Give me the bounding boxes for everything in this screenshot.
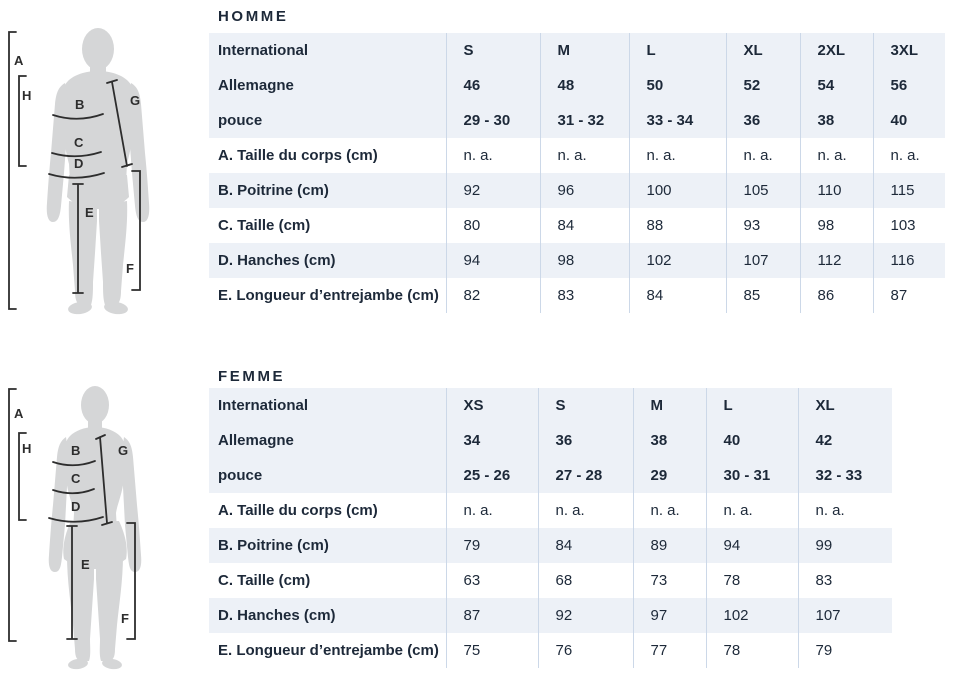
measurement-label-H: H xyxy=(22,441,32,456)
cell-value: 103 xyxy=(873,208,945,243)
cell-value: 82 xyxy=(446,278,540,313)
cell-value: 36 xyxy=(538,423,633,458)
cell-value: 87 xyxy=(873,278,945,313)
cell-value: n. a. xyxy=(446,493,538,528)
cell-value: S xyxy=(538,388,633,423)
cell-value: 32 - 33 xyxy=(798,458,892,493)
cell-value: 56 xyxy=(873,68,945,103)
cell-value: 25 - 26 xyxy=(446,458,538,493)
measurement-label-D: D xyxy=(74,156,84,171)
measurement-label-F: F xyxy=(126,261,134,276)
table-row xyxy=(209,138,945,173)
row-label: D. Hanches (cm) xyxy=(209,598,446,633)
cell-value: 100 xyxy=(629,173,726,208)
cell-value: n. a. xyxy=(633,493,706,528)
cell-value: M xyxy=(540,33,629,68)
row-label: pouce xyxy=(209,458,446,493)
cell-value: 33 - 34 xyxy=(629,103,726,138)
cell-value: n. a. xyxy=(538,493,633,528)
homme-size-table xyxy=(209,33,945,313)
cell-value: 83 xyxy=(540,278,629,313)
cell-value: 3XL xyxy=(873,33,945,68)
row-label: C. Taille (cm) xyxy=(218,572,311,589)
cell-value: 98 xyxy=(800,208,873,243)
row-label: A. Taille du corps (cm) xyxy=(218,502,378,519)
table-row xyxy=(209,173,945,208)
cell-value: XS xyxy=(446,388,538,423)
measurement-label-B: B xyxy=(75,97,85,112)
row-label: pouce xyxy=(209,103,446,138)
cell-value: M xyxy=(633,388,706,423)
female-silhouette xyxy=(49,386,142,670)
section-title-femme: FEMME xyxy=(218,368,286,385)
row-label: B. Poitrine (cm) xyxy=(209,528,446,563)
cell-value: 96 xyxy=(540,173,629,208)
cell-value: 116 xyxy=(873,243,945,278)
table-row xyxy=(209,563,892,598)
cell-value: L xyxy=(706,388,798,423)
measurement-label-A: A xyxy=(14,53,24,68)
table-row xyxy=(209,208,945,243)
cell-value: n. a. xyxy=(726,138,800,173)
cell-value: 86 xyxy=(800,278,873,313)
cell-value: 36 xyxy=(726,103,800,138)
cell-value: 54 xyxy=(800,68,873,103)
cell-value: 48 xyxy=(540,68,629,103)
cell-value: 52 xyxy=(726,68,800,103)
table-row xyxy=(209,598,892,633)
cell-value: 85 xyxy=(726,278,800,313)
cell-value: 68 xyxy=(538,563,633,598)
cell-value: 2XL xyxy=(800,33,873,68)
cell-value: 78 xyxy=(706,633,798,668)
section-title-homme: HOMME xyxy=(218,8,289,25)
cell-value: 84 xyxy=(540,208,629,243)
measurement-label-E: E xyxy=(85,205,94,220)
cell-value: 92 xyxy=(538,598,633,633)
cell-value: n. a. xyxy=(540,138,629,173)
cell-value: 112 xyxy=(800,243,873,278)
row-label: International xyxy=(209,388,446,423)
cell-value: 97 xyxy=(633,598,706,633)
table-row xyxy=(209,493,892,528)
cell-value: 29 xyxy=(633,458,706,493)
table-row xyxy=(209,243,945,278)
cell-value: 92 xyxy=(446,173,540,208)
table-row xyxy=(209,278,945,313)
measurement-label-E: E xyxy=(81,557,90,572)
cell-value: 87 xyxy=(446,598,538,633)
cell-value: 80 xyxy=(446,208,540,243)
cell-value: 84 xyxy=(629,278,726,313)
measurement-label-A: A xyxy=(14,406,24,421)
cell-value: 94 xyxy=(706,528,798,563)
cell-value: 98 xyxy=(540,243,629,278)
table-row xyxy=(209,103,945,138)
cell-value: 73 xyxy=(633,563,706,598)
cell-value: 29 - 30 xyxy=(446,103,540,138)
bracket-A xyxy=(9,389,16,641)
cell-value: 93 xyxy=(726,208,800,243)
male-figure-diagram xyxy=(5,25,165,317)
cell-value: XL xyxy=(798,388,892,423)
cell-value: 105 xyxy=(726,173,800,208)
cell-value: 79 xyxy=(446,528,538,563)
row-label: International xyxy=(209,33,446,68)
table-row xyxy=(209,633,892,668)
row-label: D. Hanches (cm) xyxy=(209,243,446,278)
cell-value: 42 xyxy=(798,423,892,458)
cell-value: 79 xyxy=(798,633,892,668)
female-figure-diagram xyxy=(5,383,165,673)
cell-value: 63 xyxy=(446,563,538,598)
row-label: A. Taille du corps (cm) xyxy=(218,147,378,164)
cell-value: 115 xyxy=(873,173,945,208)
cell-value: 75 xyxy=(446,633,538,668)
row-label: C. Taille (cm) xyxy=(218,217,311,234)
table-row xyxy=(209,528,892,563)
table-row xyxy=(209,423,892,458)
cell-value: 46 xyxy=(446,68,540,103)
cell-value: n. a. xyxy=(800,138,873,173)
cell-value: n. a. xyxy=(873,138,945,173)
cell-value: 107 xyxy=(726,243,800,278)
cell-value: n. a. xyxy=(706,493,798,528)
cell-value: XL xyxy=(726,33,800,68)
cell-value: 99 xyxy=(798,528,892,563)
cell-value: n. a. xyxy=(798,493,892,528)
measurement-label-G: G xyxy=(118,443,129,458)
cell-value: 76 xyxy=(538,633,633,668)
cell-value: 31 - 32 xyxy=(540,103,629,138)
cell-value: 84 xyxy=(538,528,633,563)
row-label: E. Longueur d’entrejambe (cm) xyxy=(218,287,439,304)
cell-value: 110 xyxy=(800,173,873,208)
row-label: E. Longueur d’entrejambe (cm) xyxy=(218,642,439,659)
bracket-A xyxy=(9,32,16,309)
measurement-label-D: D xyxy=(71,499,81,514)
cell-value: 94 xyxy=(446,243,540,278)
row-label: Allemagne xyxy=(209,423,446,458)
cell-value: n. a. xyxy=(446,138,540,173)
cell-value: 102 xyxy=(706,598,798,633)
cell-value: 38 xyxy=(800,103,873,138)
cell-value: 88 xyxy=(629,208,726,243)
cell-value: 38 xyxy=(633,423,706,458)
row-label: B. Poitrine (cm) xyxy=(209,173,446,208)
measurement-label-H: H xyxy=(22,88,32,103)
measurement-label-G: G xyxy=(130,93,141,108)
cell-value: n. a. xyxy=(629,138,726,173)
table-row xyxy=(209,388,892,423)
measurement-label-C: C xyxy=(71,471,81,486)
femme-size-table xyxy=(209,388,892,668)
cell-value: 78 xyxy=(706,563,798,598)
cell-value: 50 xyxy=(629,68,726,103)
cell-value: 77 xyxy=(633,633,706,668)
cell-value: 27 - 28 xyxy=(538,458,633,493)
table-row xyxy=(209,68,945,103)
table-row xyxy=(209,33,945,68)
row-label: Allemagne xyxy=(209,68,446,103)
table-row xyxy=(209,458,892,493)
measurement-label-B: B xyxy=(71,443,81,458)
cell-value: 107 xyxy=(798,598,892,633)
cell-value: 40 xyxy=(873,103,945,138)
measurement-label-C: C xyxy=(74,135,84,150)
cell-value: 89 xyxy=(633,528,706,563)
cell-value: 102 xyxy=(629,243,726,278)
cell-value: L xyxy=(629,33,726,68)
cell-value: 30 - 31 xyxy=(706,458,798,493)
cell-value: 34 xyxy=(446,423,538,458)
cell-value: 83 xyxy=(798,563,892,598)
cell-value: 40 xyxy=(706,423,798,458)
measurement-label-F: F xyxy=(121,611,129,626)
cell-value: S xyxy=(446,33,540,68)
